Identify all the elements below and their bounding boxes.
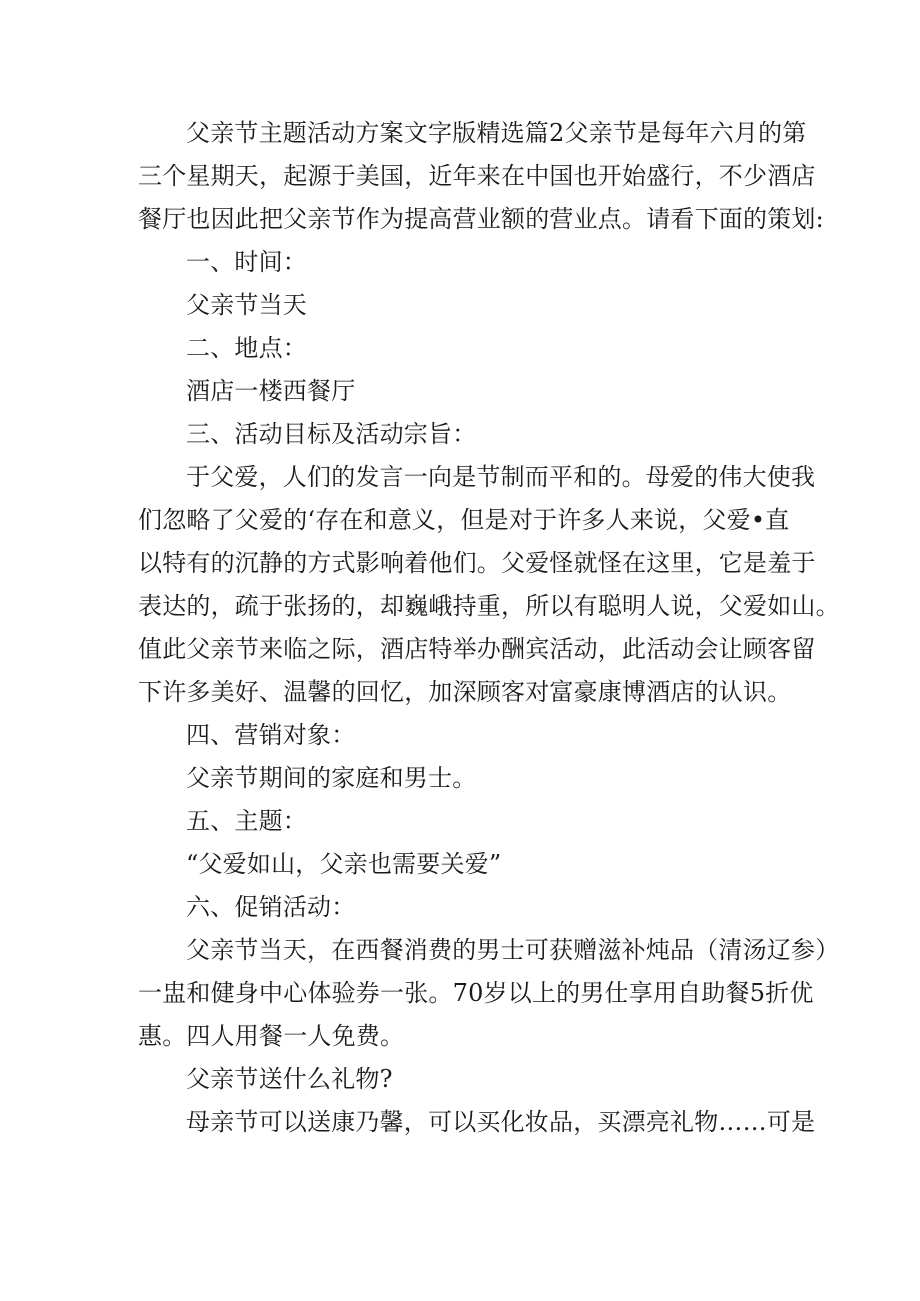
section-heading-location: 二、地点： xyxy=(186,334,307,362)
paragraph-goals-line-5: 值此父亲节来临之际，酒店特举办酬宾活动，此活动会让顾客留 xyxy=(138,635,816,663)
section-heading-audience: 四、营销对象： xyxy=(186,721,356,749)
paragraph-intro-line-2: 三个星期天，起源于美国，近年来在中国也开始盛行，不少酒店 xyxy=(138,162,816,190)
section-heading-promotion: 六、促销活动： xyxy=(186,893,356,921)
section-heading-gifts: 父亲节送什么礼物? xyxy=(186,1065,393,1093)
section-text-location: 酒店一楼西餐厅 xyxy=(186,377,356,405)
section-heading-theme: 五、主题： xyxy=(186,807,307,835)
section-text-theme: “父爱如山，父亲也需要关爱” xyxy=(186,850,502,878)
section-heading-goals: 三、活动目标及活动宗旨： xyxy=(186,420,477,448)
paragraph-gifts-line-1: 母亲节可以送康乃馨，可以买化妆品，买漂亮礼物……可是 xyxy=(186,1108,816,1136)
paragraph-goals-line-6: 下许多美好、温馨的回忆，加深顾客对富豪康博酒店的认识。 xyxy=(138,678,792,706)
section-heading-time: 一、时间： xyxy=(186,248,307,276)
paragraph-promotion-line-1: 父亲节当天，在西餐消费的男士可获赠滋补炖品（清汤辽参） xyxy=(186,936,840,964)
paragraph-goals-line-1: 于父爱，人们的发言一向是节制而平和的。母爱的伟大使我 xyxy=(186,463,816,491)
section-text-audience: 父亲节期间的家庭和男士。 xyxy=(186,764,477,792)
paragraph-promotion-line-3: 惠。四人用餐一人免费。 xyxy=(138,1022,405,1050)
paragraph-promotion-line-2: 一盅和健身中心体验券一张。70岁以上的男仕享用自助餐5折优 xyxy=(138,979,814,1007)
paragraph-intro-line-1: 父亲节主题活动方案文字版精选篇2父亲节是每年六月的第 xyxy=(186,119,807,147)
paragraph-goals-line-4: 表达的，疏于张扬的，却巍峨持重，所以有聪明人说，父爱如山。 xyxy=(138,592,840,620)
paragraph-goals-line-3: 以特有的沉静的方式影响着他们。父爱怪就怪在这里，它是羞于 xyxy=(138,549,816,577)
paragraph-goals-line-2: 们忽略了父爱的‘存在和意义，但是对于许多人来说，父爱•直 xyxy=(138,506,790,534)
paragraph-intro-line-3: 餐厅也因此把父亲节作为提高营业额的营业点。请看下面的策划: xyxy=(138,205,824,233)
section-text-time: 父亲节当天 xyxy=(186,291,307,319)
